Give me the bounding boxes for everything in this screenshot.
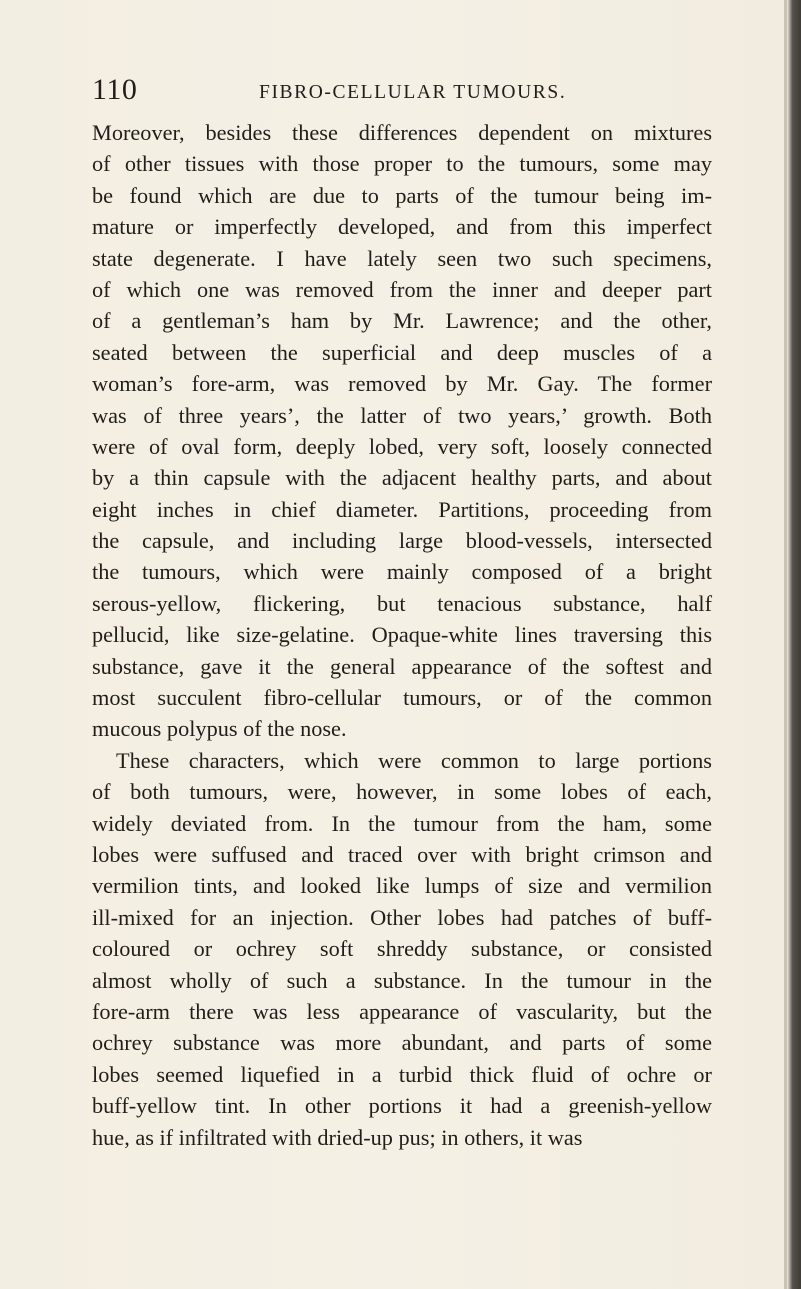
text-line: hue, as if infiltrated with dried-up pus; in others, it was — [92, 1124, 583, 1150]
text-line: by a thin capsule with the adjacent healthy parts, and about — [92, 465, 712, 491]
text-line: buff-yellow tint. In other portions it had a greenish-yellow — [92, 1093, 712, 1119]
text-line: widely deviated from. In the tumour from the ham, some — [92, 810, 712, 836]
text-line: These characters, which were common to large portions — [116, 747, 712, 773]
text-line: most succulent fibro-cellular tumours, or of the common — [92, 685, 712, 711]
text-line: of both tumours, were, however, in some lobes of each, — [92, 779, 712, 805]
text-line: mature or imperfectly developed, and from this imperfect — [92, 214, 712, 240]
text-line: ill-mixed for an injection. Other lobes had patches of buff- — [92, 904, 712, 930]
text-line: lobes seemed liquefied in a turbid thick fluid of ochre or — [92, 1061, 712, 1087]
text-line: eight inches in chief diameter. Partitions, proceeding from — [92, 496, 712, 522]
paragraph — [92, 117, 712, 745]
text-line: of a gentleman’s ham by Mr. Lawrence; and the other, — [92, 308, 712, 334]
text-line: the capsule, and including large blood-vessels, intersected — [92, 528, 712, 554]
text-line: vermilion tints, and looked like lumps of size and vermilion — [92, 873, 712, 899]
text-line: fore-arm there was less appearance of vascularity, but the — [92, 998, 712, 1024]
text-line: lobes were suffused and traced over with bright crimson and — [92, 841, 712, 867]
text-line: Moreover, besides these differences dependent on mixtures — [92, 120, 712, 145]
text-line: substance, gave it the general appearance of the softest and — [92, 653, 712, 679]
page-number: 110 — [92, 73, 138, 106]
text-line: serous-yellow, flickering, but tenacious substance, half — [92, 590, 712, 616]
body-text — [92, 117, 712, 1153]
text-line: was of three years’, the latter of two years,’ growth. Both — [92, 402, 712, 428]
text-line: of other tissues with those proper to the tumours, some may — [92, 151, 712, 177]
text-line: woman’s fore-arm, was removed by Mr. Gay. The former — [92, 371, 712, 397]
text-line: state degenerate. I have lately seen two such specimens, — [92, 245, 712, 271]
running-head — [92, 73, 712, 113]
text-line: were of oval form, deeply lobed, very soft, loosely connected — [92, 433, 712, 459]
text-line: ochrey substance was more abundant, and parts of some — [92, 1030, 712, 1056]
text-line: almost wholly of such a substance. In the tumour in the — [92, 967, 712, 993]
text-line: the tumours, which were mainly composed of a bright — [92, 559, 712, 585]
running-title: FIBRO-CELLULAR TUMOURS. — [259, 82, 567, 103]
text-line: coloured or ochrey soft shreddy substance, or consisted — [92, 936, 712, 962]
text-line: seated between the superficial and deep muscles of a — [92, 339, 712, 365]
text-line: pellucid, like size-gelatine. Opaque-white lines traversing this — [92, 622, 712, 648]
text-line: mucous polypus of the nose. — [92, 716, 347, 742]
text-line: be found which are due to parts of the tumour being im- — [92, 182, 712, 208]
paragraph — [92, 745, 712, 1153]
text-line: of which one was removed from the inner and deeper part — [92, 276, 712, 302]
book-binding-edge — [787, 0, 801, 1289]
